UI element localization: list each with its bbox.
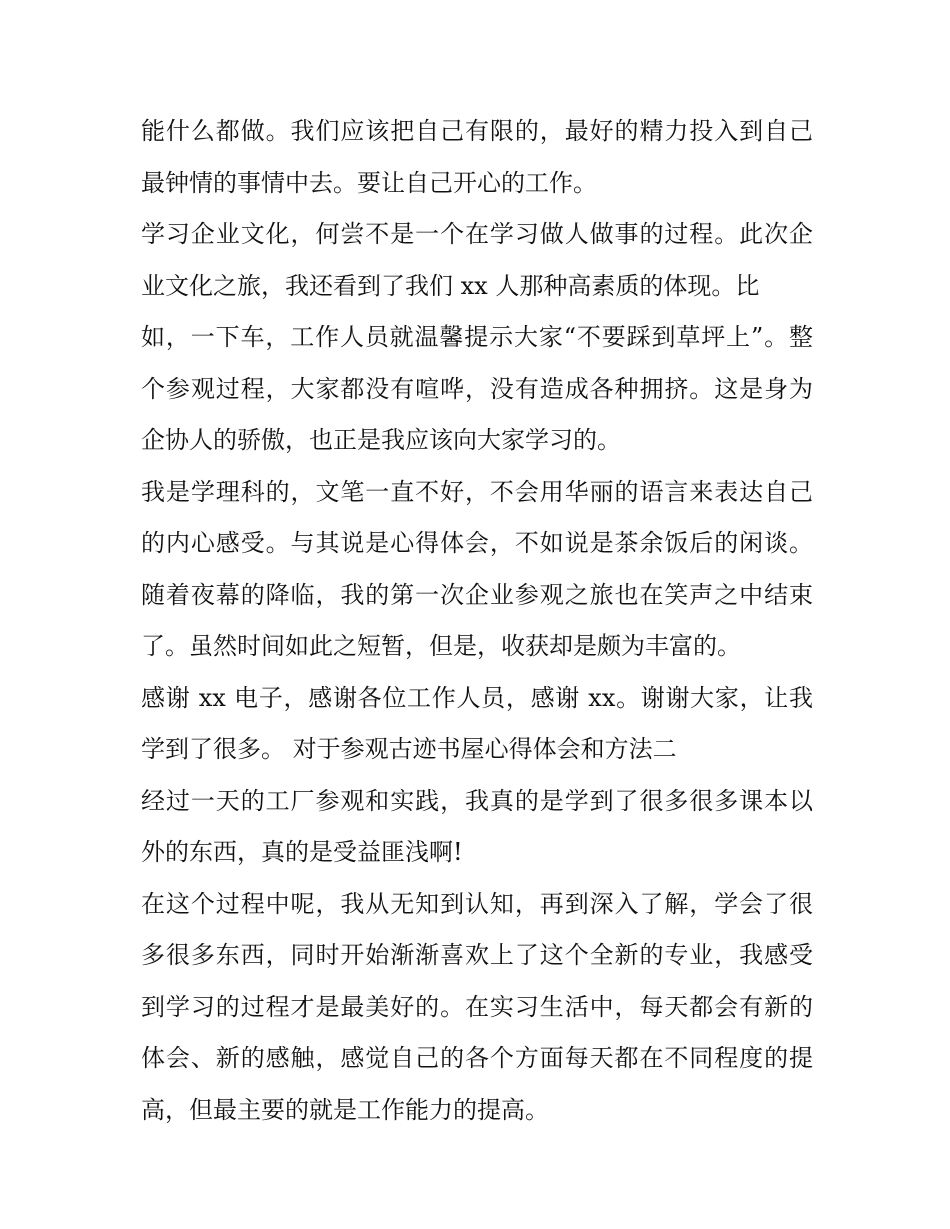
- text-line: 随着夜幕的降临，我的第一次企业参观之旅也在笑声之中结束: [141, 580, 813, 609]
- text-line: 业文化之旅，我还看到了我们 xx 人那种高素质的体现。比: [141, 271, 760, 300]
- text-line: 在这个过程中呢，我从无知到认知，再到深入了解，学会了很: [141, 889, 813, 918]
- text-line: 的内心感受。与其说是心得体会，不如说是茶余饭后的闲谈。: [141, 529, 813, 557]
- text-line: 感谢 xx 电子，感谢各位工作人员，感谢 xx。谢谢大家，让我: [141, 683, 813, 712]
- text-line: 学习企业文化，何尝不是一个在学习做人做事的过程。此次企: [141, 220, 813, 248]
- text-line: 如，一下车，工作人员就温馨提示大家“不要踩到草坪上”。整: [141, 323, 813, 351]
- text-line: 能什么都做。我们应该把自己有限的，最好的精力投入到自己: [141, 117, 813, 145]
- text-line: 体会、新的感触，感觉自己的各个方面每天都在不同程度的提: [141, 1044, 813, 1072]
- text-line: 高，但最主要的就是工作能力的提高。: [141, 1095, 549, 1124]
- text-line: 了。虽然时间如此之短暂，但是，收获却是颇为丰富的。: [141, 632, 741, 660]
- text-line: 到学习的过程才是最美好的。在实习生活中，每天都会有新的: [141, 992, 813, 1021]
- text-line: 外的东西，真的是受益匪浅啊!: [141, 838, 463, 866]
- text-line: 我是学理科的，文笔一直不好，不会用华丽的语言来表达自己: [141, 477, 813, 506]
- document-body: [141, 106, 813, 1136]
- text-line: 最钟情的事情中去。要让自己开心的工作。: [141, 168, 597, 197]
- text-line: 企协人的骄傲，也正是我应该向大家学习的。: [141, 426, 621, 454]
- text-line: 经过一天的工厂参观和实践，我真的是学到了很多很多课本以: [141, 786, 813, 815]
- text-line: 学到了很多。 对于参观古迹书屋心得体会和方法二: [141, 735, 677, 763]
- text-line: 个参观过程，大家都没有喧哗，没有造成各种拥挤。这是身为: [141, 374, 813, 403]
- text-line: 多很多东西，同时开始渐渐喜欢上了这个全新的专业，我感受: [141, 941, 813, 969]
